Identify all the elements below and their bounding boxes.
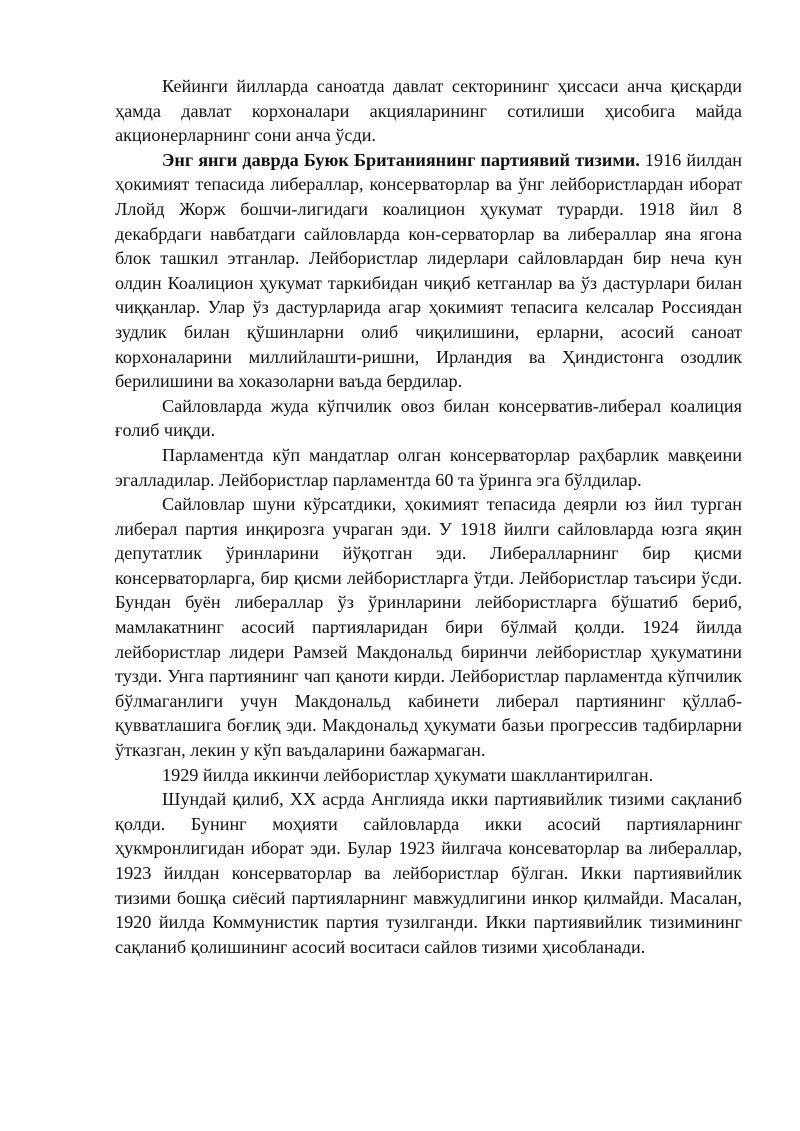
- paragraph-second-labour-government: 1929 йилда иккинчи лейбористлар ҳукумати шакллантирилган.: [162, 764, 654, 785]
- paragraph-election-result: Сайловларда жуда кўпчилик овоз билан консерватив-либерал коалиция ғолиб чиқди.: [115, 395, 742, 441]
- paragraph-two-party-system: Шундай қилиб, XX асрда Англияда икки партиявийлик тизими сақланиб қолди. Бунинг моҳияти сайловларда икки асосий партияларнинг ҳукмронлигидан иборат эди. Булар 1923 йилгача консеваторлар ва либераллар, 1923 йилдан консерваторлар ва лейбористлар бўлган. Икки партиявийлик тизими бошқа сиёсий партияларнинг мавжудлигини инкор қилмайди. Масалан, 1920 йилда Коммунистик партия тузилганди. Икки партиявийлик тизимининг сақланиб қолишининг асосий воситаси сайлов тизими ҳисобланади.: [115, 789, 742, 957]
- paragraph-parliament-mandates: Парламентда кўп мандатлар олган консерваторлар раҳбарлик мавқеини эгалладилар. Лейбористлар парламентда 60 та ўринга эга бўлдилар.: [115, 444, 742, 490]
- section-heading: Энг янги даврда Буюк Британиянинг партиявий тизими.: [162, 149, 640, 170]
- paragraph-party-system-body: 1916 йилдан ҳокимият тепасида либераллар, консерваторлар ва ўнг лейбористлардан иборат Ллойд Жорж бошчи-лигидаги коалицион ҳукумат турарди. 1918 йил 8 декабрдаги навбатдаги сайловларда кон-серваторлар ва либераллар яна ягона блок ташкил этганлар. Лейбористлар лидерлари сайловлардан бир неча кун олдин Коалицион ҳукумат таркибидан чиқиб кетганлар ва ўз дастурлари билан чиққанлар. Улар ўз дастурларида агар ҳокимият тепасига келсалар Россиядан зудлик билан қўшинларни олиб чиқилишини, ерларни, асосий саноат корхоналарини миллийлашти-ришни, Ирландия ва Ҳиндистонга озодлик берилишини ва хоказоларни ваъда бердилар.: [115, 149, 742, 392]
- paragraph-liberal-crisis: Сайловлар шуни кўрсатдики, ҳокимият тепасида деярли юз йил турган либерал партия инқирозга учраган эди. У 1918 йилги сайловларда юзга яқин депутатлик ўринларини йўқотган эди. Либералларнинг бир қисми консерваторларга, бир қисми лейбористларга ўтди. Лейбористлар таъсири ўсди. Бундан буён либераллар ўз ўринларини лейбористларга бўшатиб бериб, мамлакатнинг асосий партияларидан бири бўлмай қолди. 1924 йилда лейбористлар лидери Рамзей Макдональд биринчи лейбористлар ҳукуматини тузди. Унга партиянинг чап қаноти кирди. Лейбористлар парламентда кўпчилик бўлмаганлиги учун Макдональд кабинети либерал партиянинг қўллаб-қувватлашига боғлиқ эди. Макдональд ҳукумати базьи прогрессив тадбирларни ўтказган, лекин у кўп ваъдаларини бажармаган.: [115, 494, 742, 761]
- paragraph-party-system: [115, 148, 742, 394]
- paragraph-privatization: Кейинги йилларда саноатда давлат секторининг ҳиссаси анча қисқарди ҳамда давлат корхоналари акцияларининг сотилиши ҳисобига майда акционерларнинг сони анча ўсди.: [115, 76, 742, 146]
